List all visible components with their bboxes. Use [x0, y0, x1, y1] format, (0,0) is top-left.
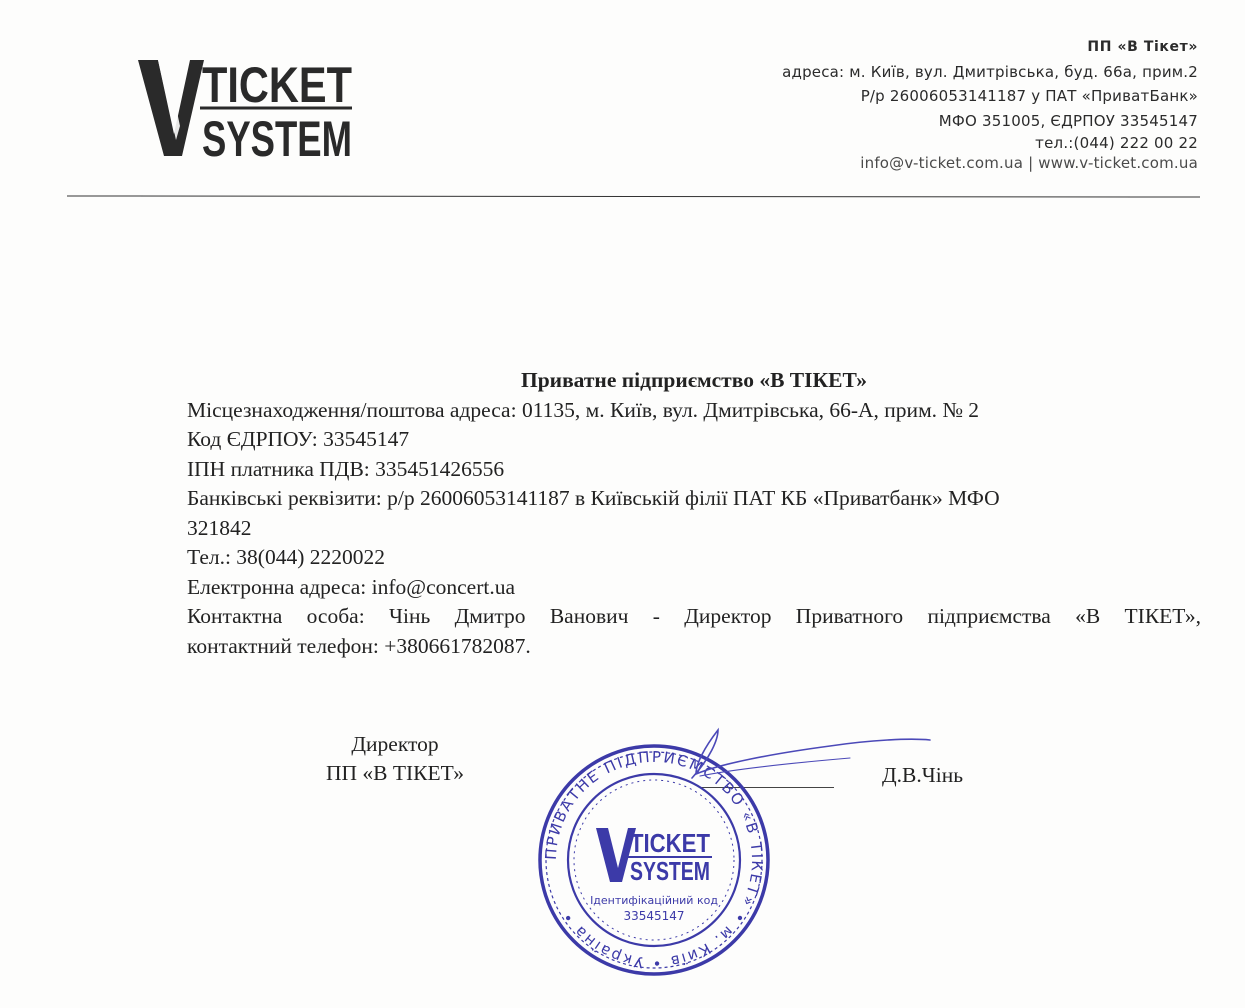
body-line-contact: Контактна особа: Чінь Дмитро Ванович - Директор Приватного підприємства «В ТІКЕТ», — [187, 604, 1201, 628]
letterhead-address: адреса: м. Київ, вул. Дмитрівська, буд. 66а, прим.2 — [782, 62, 1198, 81]
logo-line1: TICKET — [202, 57, 352, 113]
body-line-mfo: 321842 — [187, 515, 252, 540]
letterhead-info — [782, 35, 1198, 173]
body-line-email: Електронна адреса: info@concert.ua — [187, 574, 516, 599]
body-line-phone: Тел.: 38(044) 2220022 — [187, 545, 386, 569]
body-line-address: Місцезнаходження/поштова адреса: 01135, м. Київ, вул. Дмитрівська, 66-А, прим. № 2 — [187, 397, 980, 422]
logo-line2: SYSTEM — [202, 111, 352, 167]
seal-logo — [596, 828, 712, 886]
body-line-edrpou: Код ЄДРПОУ: 33545147 — [187, 427, 410, 451]
svg-text:TICKET: TICKET — [630, 828, 711, 858]
body-line-ipn: ІПН платника ПДВ: 335451426556 — [187, 456, 505, 481]
handwritten-signature — [600, 718, 940, 808]
seal-code: 33545147 — [623, 909, 685, 923]
header-divider — [67, 196, 1200, 198]
body-line-bank: Банківські реквізити: р/р 26006053141187 в Київській філії ПАТ КБ «Приватбанк» МФО — [187, 486, 1000, 510]
signatory-role — [300, 730, 490, 788]
letterhead-company: ПП «В Тікет» — [1087, 39, 1198, 55]
signatory-title: Директор — [351, 732, 439, 756]
document-body — [187, 366, 1201, 661]
letterhead-web: info@v-ticket.com.ua | www.v-ticket.com.ua — [860, 154, 1198, 173]
seal-code-label: Ідентифікаційний код — [590, 894, 718, 907]
letterhead-codes: МФО 351005, ЄДРПОУ 33545147 — [938, 111, 1198, 130]
letterhead-phone: тел.:(044) 222 00 22 — [1035, 134, 1198, 153]
body-line-contact-phone: контактний телефон: +380661782087. — [187, 633, 531, 658]
company-logo — [136, 56, 356, 167]
signatory-company: ПП «В ТІКЕТ» — [326, 761, 464, 785]
svg-text:SYSTEM: SYSTEM — [630, 856, 710, 886]
document-title: Приватне підприємство «В ТІКЕТ» — [521, 368, 867, 392]
seal-ring-text: ПРИВАТНЕ ПІДПРИЄМСТВО «В ТІКЕТ» • м. Київ • Україна • — [541, 747, 767, 973]
signatory-name: Д.В.Чінь — [882, 763, 964, 787]
letterhead-account: Р/р 26006053141187 у ПАТ «ПриватБанк» — [860, 87, 1198, 106]
